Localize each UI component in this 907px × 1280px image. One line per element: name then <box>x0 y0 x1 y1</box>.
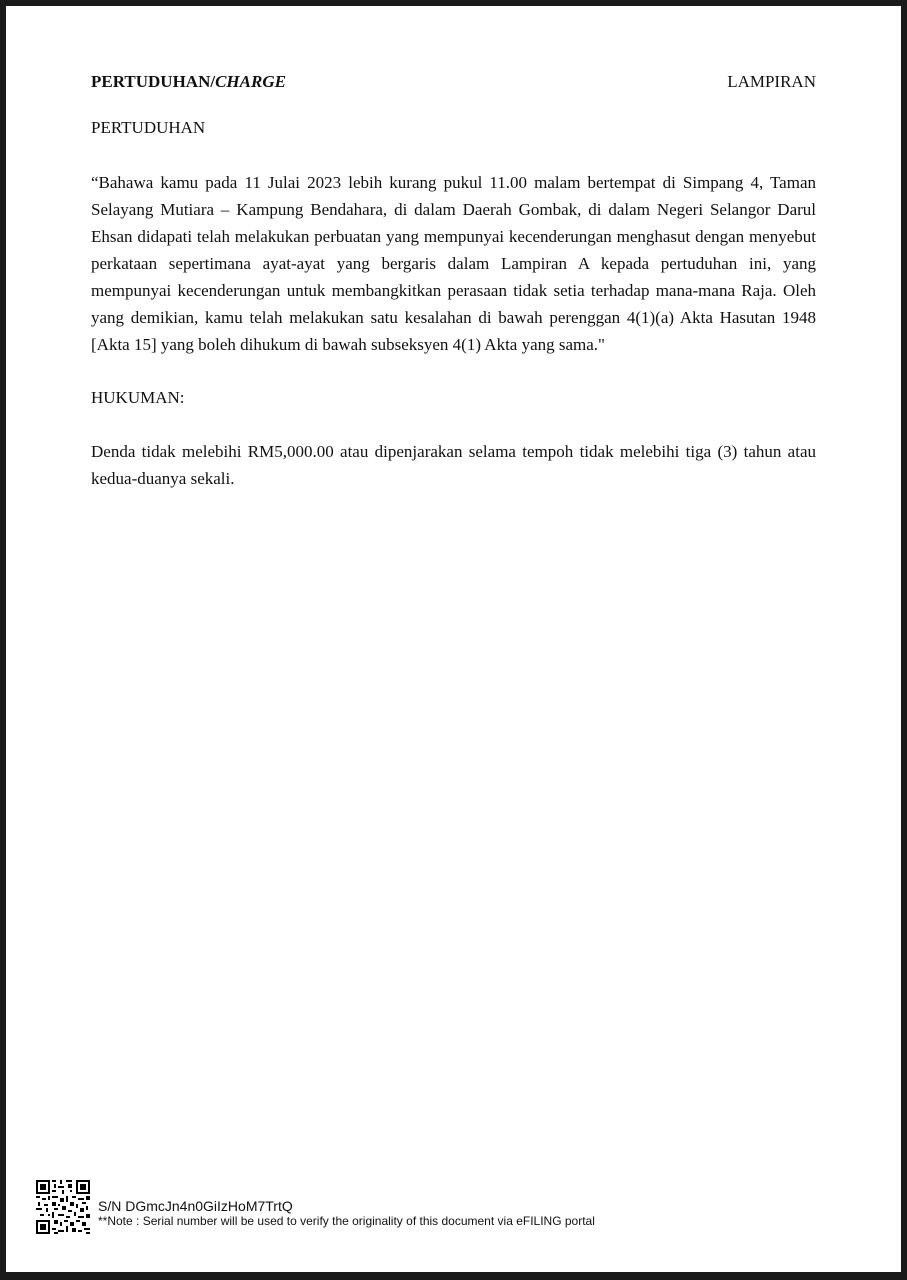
charge-heading: PERTUDUHAN <box>91 118 206 137</box>
document-page <box>6 6 901 1272</box>
punishment-heading: HUKUMAN: <box>91 388 185 407</box>
punishment-text: Denda tidak melebihi RM5,000.00 atau dipenjarakan selama tempoh tidak melebihi tiga (3) tahun atau kedua-duanya sekali. <box>91 442 816 488</box>
serial-number: S/N DGmcJn4n0GiIzHoM7TrtQ <box>98 1198 293 1214</box>
document-title <box>91 70 286 94</box>
title-bold: PERTUDUHAN/ <box>91 72 216 91</box>
qr-code-icon <box>36 1180 90 1234</box>
appendix-label: LAMPIRAN <box>727 72 816 91</box>
title-italic: CHARGE <box>215 72 286 91</box>
verification-note: **Note : Serial number will be used to verify the originality of this document via eFILING portal <box>98 1214 595 1228</box>
document-footer <box>36 1180 876 1236</box>
charge-text: “Bahawa kamu pada 11 Julai 2023 lebih kurang pukul 11.00 malam bertempat di Simpang 4, Taman Selayang Mutiara – Kampung Bendahara, di dalam Daerah Gombak, di dalam Negeri Selangor Darul Ehsan didapati telah melakukan perbuatan yang mempunyai kecenderungan menghasut dengan menyebut perkataan sepertimana ayat-ayat yang bergaris dalam Lampiran A kepada pertuduhan ini, yang mempunyai kecenderungan untuk membangkitkan perasaan tidak setia terhadap mana-mana Raja. Oleh yang demikian, kamu telah melakukan satu kesalahan di bawah perenggan 4(1)(a) Akta Hasutan 1948 [Akta 15] yang boleh dihukum di bawah subseksyen 4(1) Akta yang sama." <box>91 173 816 354</box>
